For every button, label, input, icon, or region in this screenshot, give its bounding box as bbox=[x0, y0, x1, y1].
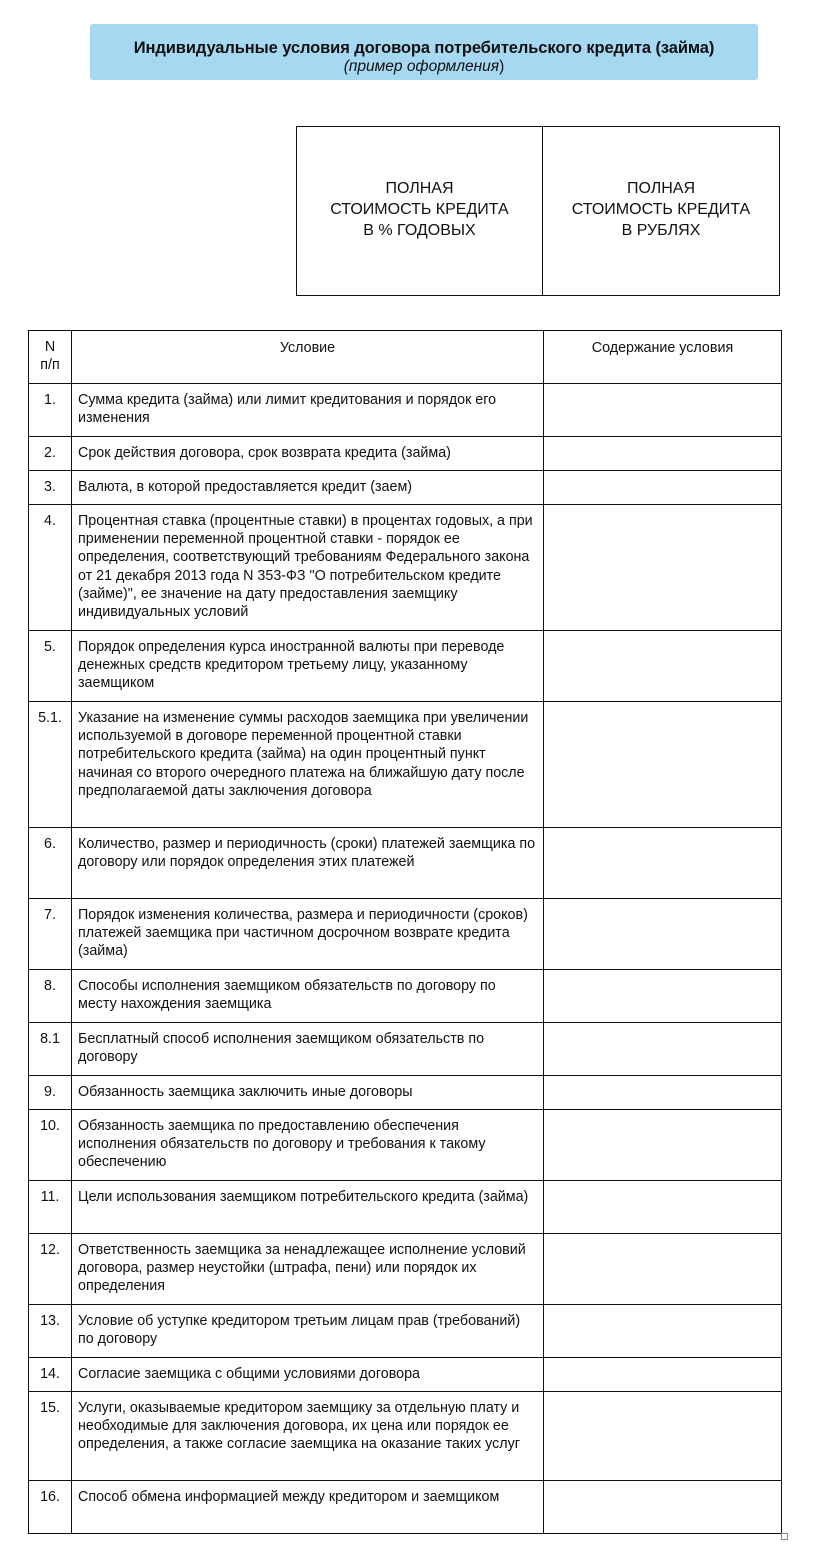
row-condition: Срок действия договора, срок возврата кредита (займа) bbox=[72, 437, 544, 471]
row-content-field[interactable] bbox=[544, 1392, 782, 1481]
total-cost-box bbox=[296, 126, 780, 296]
row-content-field[interactable] bbox=[544, 1076, 782, 1110]
row-number: 1. bbox=[29, 384, 72, 437]
row-number: 5. bbox=[29, 631, 72, 702]
row-condition: Процентная ставка (процентные ставки) в процентах годовых, а при применении переменной процентной ставки - порядок ее определения, соответствующий требованиям Федерального закона от 21 декабря 2013 года N 353-ФЗ "О потребительском кредите (займе)", ее значение на дату предоставления заемщику индивидуальных условий bbox=[72, 505, 544, 631]
table-row bbox=[29, 1023, 782, 1076]
row-content-field[interactable] bbox=[544, 1181, 782, 1234]
header-condition: Условие bbox=[72, 331, 544, 384]
table-row bbox=[29, 702, 782, 828]
total-cost-rubles-label: ПОЛНАЯ СТОИМОСТЬ КРЕДИТА В РУБЛЯХ bbox=[571, 179, 751, 239]
total-cost-rubles-cell[interactable] bbox=[543, 127, 779, 295]
row-condition: Ответственность заемщика за ненадлежащее исполнение условий договора, размер неустойки (штрафа, пени) или порядок их определения bbox=[72, 1234, 544, 1305]
row-condition: Обязанность заемщика по предоставлению обеспечения исполнения обязательств по договору и требования к такому обеспечению bbox=[72, 1110, 544, 1181]
total-cost-percent-cell[interactable] bbox=[297, 127, 543, 295]
resize-handle[interactable] bbox=[781, 1533, 788, 1540]
row-number: 14. bbox=[29, 1358, 72, 1392]
row-number: 9. bbox=[29, 1076, 72, 1110]
row-condition: Порядок изменения количества, размера и периодичности (сроков) платежей заемщика при частичном досрочном возврате кредита (займа) bbox=[72, 899, 544, 970]
row-number: 7. bbox=[29, 899, 72, 970]
row-content-field[interactable] bbox=[544, 1305, 782, 1358]
table-row bbox=[29, 828, 782, 899]
table-row bbox=[29, 384, 782, 437]
table-row bbox=[29, 1181, 782, 1234]
table-row bbox=[29, 1110, 782, 1181]
table-row bbox=[29, 437, 782, 471]
row-condition: Способы исполнения заемщиком обязательств по договору по месту нахождения заемщика bbox=[72, 970, 544, 1023]
table-row bbox=[29, 899, 782, 970]
row-number: 5.1. bbox=[29, 702, 72, 828]
subtitle-close-paren: ) bbox=[499, 58, 505, 75]
subtitle-italic: (пример оформления bbox=[343, 58, 500, 75]
row-number: 11. bbox=[29, 1181, 72, 1234]
row-content-field[interactable] bbox=[544, 1110, 782, 1181]
table-row bbox=[29, 505, 782, 631]
row-number: 3. bbox=[29, 471, 72, 505]
document-title: Индивидуальные условия договора потребительского кредита (займа) bbox=[133, 39, 715, 57]
row-number: 10. bbox=[29, 1110, 72, 1181]
row-number: 4. bbox=[29, 505, 72, 631]
table-row bbox=[29, 471, 782, 505]
header-number: N п/п bbox=[29, 331, 72, 384]
document-title-banner bbox=[90, 24, 758, 80]
row-condition: Обязанность заемщика заключить иные договоры bbox=[72, 1076, 544, 1110]
table-row bbox=[29, 1481, 782, 1534]
row-condition: Цели использования заемщиком потребительского кредита (займа) bbox=[72, 1181, 544, 1234]
table-row bbox=[29, 1358, 782, 1392]
row-number: 13. bbox=[29, 1305, 72, 1358]
table-row bbox=[29, 1076, 782, 1110]
row-condition: Услуги, оказываемые кредитором заемщику за отдельную плату и необходимые для заключения договора, их цена или порядок ее определения, а также согласие заемщика на оказание таких услуг bbox=[72, 1392, 544, 1481]
row-content-field[interactable] bbox=[544, 1234, 782, 1305]
total-cost-percent-label: ПОЛНАЯ СТОИМОСТЬ КРЕДИТА В % ГОДОВЫХ bbox=[330, 179, 509, 239]
row-number: 12. bbox=[29, 1234, 72, 1305]
row-content-field[interactable] bbox=[544, 631, 782, 702]
row-content-field[interactable] bbox=[544, 970, 782, 1023]
table-row bbox=[29, 1234, 782, 1305]
row-content-field[interactable] bbox=[544, 899, 782, 970]
row-content-field[interactable] bbox=[544, 828, 782, 899]
row-number: 16. bbox=[29, 1481, 72, 1534]
row-number: 8.1 bbox=[29, 1023, 72, 1076]
row-content-field[interactable] bbox=[544, 1481, 782, 1534]
row-content-field[interactable] bbox=[544, 384, 782, 437]
row-content-field[interactable] bbox=[544, 505, 782, 631]
document-subtitle bbox=[90, 58, 758, 76]
row-condition: Условие об уступке кредитором третьим лицам прав (требований) по договору bbox=[72, 1305, 544, 1358]
row-condition: Количество, размер и периодичность (сроки) платежей заемщика по договору или порядок определения этих платежей bbox=[72, 828, 544, 899]
table-header-row bbox=[29, 331, 782, 384]
table-row bbox=[29, 1392, 782, 1481]
row-condition: Порядок определения курса иностранной валюты при переводе денежных средств кредитором третьему лицу, указанному заемщиком bbox=[72, 631, 544, 702]
table-row bbox=[29, 631, 782, 702]
row-condition: Согласие заемщика с общими условиями договора bbox=[72, 1358, 544, 1392]
row-number: 6. bbox=[29, 828, 72, 899]
header-content: Содержание условия bbox=[544, 331, 782, 384]
table-row bbox=[29, 970, 782, 1023]
row-number: 2. bbox=[29, 437, 72, 471]
row-content-field[interactable] bbox=[544, 1023, 782, 1076]
row-condition: Бесплатный способ исполнения заемщиком обязательств по договору bbox=[72, 1023, 544, 1076]
row-condition: Сумма кредита (займа) или лимит кредитования и порядок его изменения bbox=[72, 384, 544, 437]
row-number: 15. bbox=[29, 1392, 72, 1481]
row-content-field[interactable] bbox=[544, 1358, 782, 1392]
row-condition: Способ обмена информацией между кредитором и заемщиком bbox=[72, 1481, 544, 1534]
row-condition: Валюта, в которой предоставляется кредит (заем) bbox=[72, 471, 544, 505]
row-content-field[interactable] bbox=[544, 471, 782, 505]
conditions-table bbox=[28, 330, 782, 1534]
row-number: 8. bbox=[29, 970, 72, 1023]
row-content-field[interactable] bbox=[544, 437, 782, 471]
row-content-field[interactable] bbox=[544, 702, 782, 828]
table-row bbox=[29, 1305, 782, 1358]
row-condition: Указание на изменение суммы расходов заемщика при увеличении используемой в договоре переменной процентной ставки потребительского кредита (займа) на один процентный пункт начиная со второго очередного платежа на ближайшую дату после предполагаемой даты заключения договора bbox=[72, 702, 544, 828]
